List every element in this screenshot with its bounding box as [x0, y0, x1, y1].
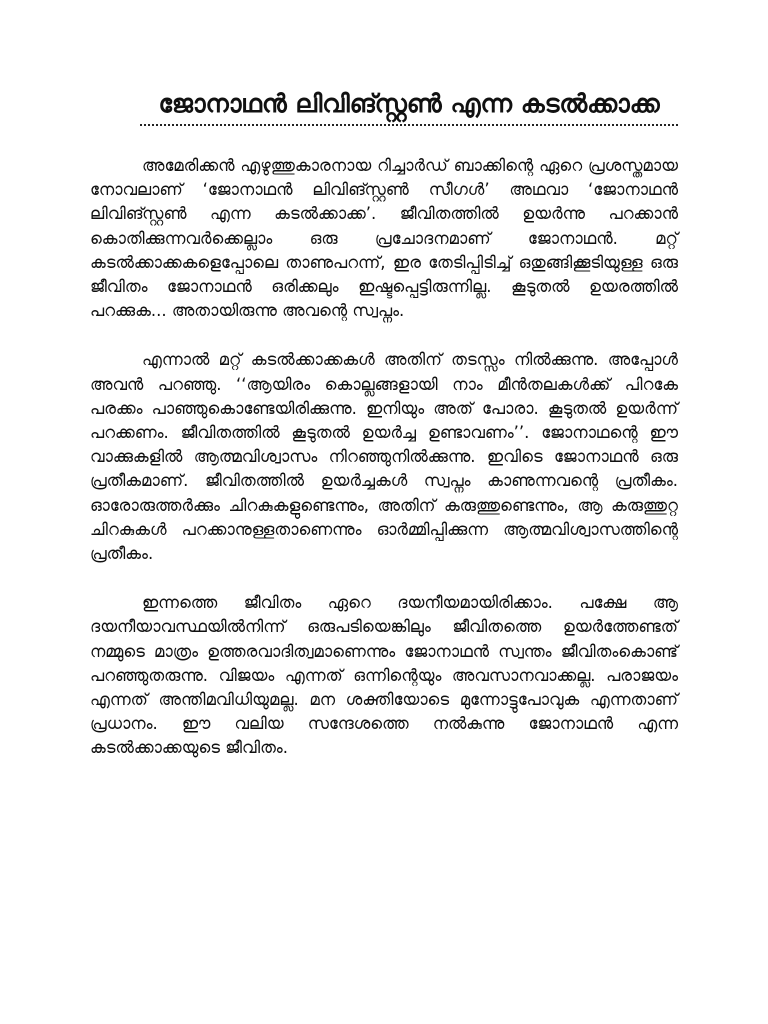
document-page	[90, 88, 678, 761]
paragraph-3: ഇന്നത്തെ ജീവിതം ഏറെ ദയനീയമായിരിക്കാം. പക്ഷേ ആ ദയനീയാവസ്ഥയില്‍നിന്ന് ഒരുപടിയെങ്കിലും ജീവിതത്തെ ഉയര്‍ത്തേണ്ടത് നമ്മുടെ മാത്രം ഉത്തരവാദിത്വമാണെന്നും ജോനാഥന്‍ സ്വന്തം ജീവിതംകൊണ്ട് പറഞ്ഞുതരുന്നു. വിജയം എന്നത് ഒന്നിന്റെയും അവസാനവാക്കല്ല. പരാജയം എന്നത് അന്തിമവിധിയുമല്ല. മന ശക്തിയോടെ മുന്നോട്ടുപോവുക എന്നതാണ് പ്രധാനം. ഈ വലിയ സന്ദേശത്തെ നല്‍കുന്നു ജോനാഥന്‍ എന്ന കടല്‍ക്കാക്കയുടെ ജീവിതം.	[90, 593, 678, 758]
paragraph-1: അമേരിക്കന്‍ എഴുത്തുകാരനായ റിച്ചാര്‍ഡ് ബാക്കിന്റെ ഏറെ പ്രശസ്തമായ നോവലാണ് ‘ജോനാഥന്‍ ലിവിങ്സ്റ്റണ്‍ സീഗള്‍’ അഥവാ ‘ജോനാഥന്‍ ലിവിങ്സ്റ്റണ്‍ എന്ന കടല്‍ക്കാക്ക’. ജീവിതത്തില്‍ ഉയര്‍ന്നു പറക്കാന്‍ കൊതിക്കുന്നവര്‍ക്കെല്ലാം ഒരു പ്രചോദനമാണ് ജോനാഥന്‍. മറ്റ് കടല്‍ക്കാക്കകളെപ്പോലെ താണുപറന്ന്, ഇര തേടിപ്പിടിച്ച് ഒതുങ്ങിക്കൂടിയുള്ള ഒരു ജീവിതം ജോനാഥന്‍ ഒരിക്കലും ഇഷ്ടപ്പെട്ടിരുന്നില്ല. കൂടുതല്‍ ഉയരത്തില്‍ പറക്കുക... അതായിരുന്നു അവന്റെ സ്വപ്നം.	[90, 156, 678, 321]
paragraph-2: എന്നാല്‍ മറ്റ് കടല്‍ക്കാക്കകള്‍ അതിന് തടസ്സം നില്‍ക്കുന്നു. അപ്പോള്‍ അവന്‍ പറഞ്ഞു. ‘‘ആയിരം കൊല്ലങ്ങളായി നാം മീന്‍തലകള്‍ക്ക് പിറകേ പരക്കം പാഞ്ഞുകൊണ്ടേയിരിക്കുന്നു. ഇനിയും അത് പോരാ. കൂടുതല്‍ ഉയര്‍ന്ന് പറക്കണം. ജീവിതത്തില്‍ കൂടുതല്‍ ഉയര്‍ച്ച ഉണ്ടാവണം’’. ജോനാഥന്റെ ഈ വാക്കുകളില്‍ ആത്മവിശ്വാസം നിറഞ്ഞുനില്‍ക്കുന്നു. ഇവിടെ ജോനാഥന്‍ ഒരു പ്രതീകമാണ്. ജീവിതത്തില്‍ ഉയര്‍ച്ചകള്‍ സ്വപ്നം കാണുന്നവന്റെ പ്രതീകം. ഓരോരുത്തര്‍ക്കും ചിറകുകളുണ്ടെന്നും, അതിന് കരുത്തുണ്ടെന്നും, ആ കരുത്തുറ്റ ചിറകുകള്‍ പറക്കാനുള്ളതാണെന്നും ഓര്‍മ്മിപ്പിക്കുന്ന ആത്മവിശ്വാസത്തിന്റെ പ്രതീകം.	[90, 350, 678, 564]
document-title: ജോനാഥന്‍ ലിവിങ്സ്റ്റണ്‍ എന്ന കടല്‍ക്കാക്ക	[140, 88, 678, 126]
